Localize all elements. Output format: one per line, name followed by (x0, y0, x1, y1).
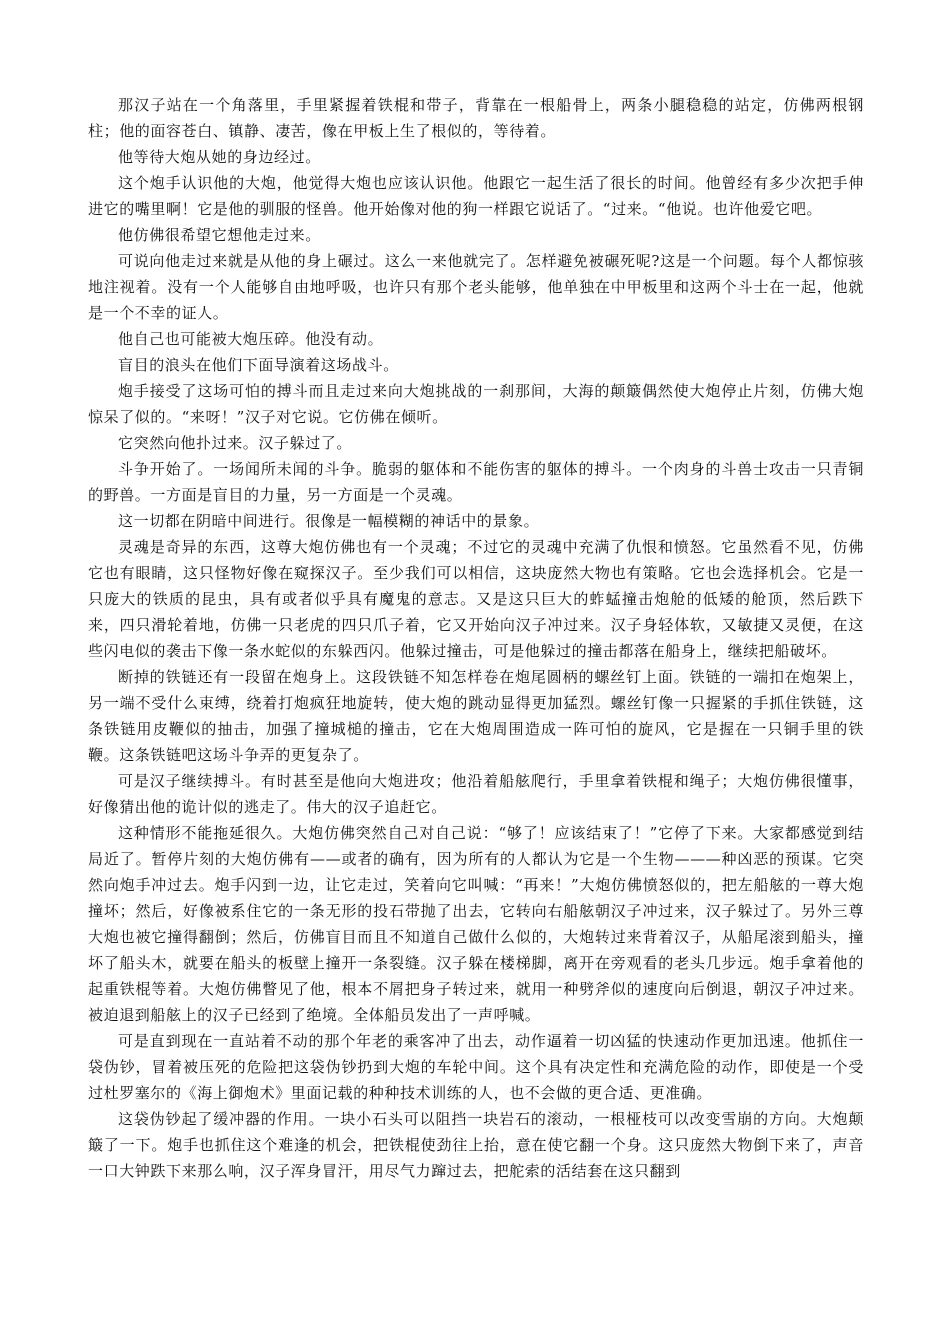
paragraph: 断掉的铁链还有一段留在炮身上。这段铁链不知怎样卷在炮尾圆柄的螺丝钉上面。铁链的一端扣在炮架上，另一端不受什么束缚，绕着打炮疯狂地旋转，使大炮的跳动显得更加猛烈。螺丝钉像一只握紧的手抓住铁链，这条铁链用皮鞭似的抽击，加强了撞城槌的撞击，它在大炮周围造成一阵可怕的旋风，它是握在一只铜手里的铁鞭。这条铁链吧这场斗争弄的更复杂了。 (88, 668, 864, 764)
paragraph: 盲目的浪头在他们下面导演着这场战斗。 (118, 356, 399, 374)
paragraph: 炮手接受了这场可怕的搏斗而且走过来向大炮挑战的一刹那间，大海的颠簸偶然使大炮停止片刻，仿佛大炮惊呆了似的。“来呀！”汉子对它说。它仿佛在倾听。 (88, 382, 864, 426)
paragraph: 这个炮手认识他的大炮，他觉得大炮也应该认识他。他跟它一起生活了很长的时间。他曾经有多少次把手伸进它的嘴里啊！它是他的驯服的怪兽。他开始像对他的狗一样跟它说话了。“过来。“他说。也许他爱它吧。 (88, 174, 864, 218)
paragraph: 他仿佛很希望它想他走过来。 (118, 226, 321, 244)
paragraph: 可是直到现在一直站着不动的那个年老的乘客冲了出去，动作逼着一切凶猛的快速动作更加迅速。他抓住一袋伪钞，冒着被压死的危险把这袋伪钞扔到大炮的车轮中间。这个具有决定性和充满危险的动作，即使是一个受过杜罗塞尔的《海上御炮术》里面记载的种种技术训练的人，也不会做的更合适、更准确。 (88, 1032, 864, 1102)
paragraph: 这种情形不能拖延很久。大炮仿佛突然自己对自己说：“够了！应该结束了！”它停了下来。大家都感觉到结局近了。暂停片刻的大炮仿佛有——或者的确有，因为所有的人都认为它是一个生物———种凶恶的预谋。它突然向炮手冲过去。炮手闪到一边，让它走过，笑着向它叫喊：“再来！”大炮仿佛愤怒似的，把左船舷的一尊大炮撞坏；然后，好像被系住它的一条无形的投石带抛了出去，它转向右船舷朝汉子冲过来，汉子躲过了。另外三尊大炮也被它撞得翻倒；然后，仿佛盲目而且不知道自己做什么似的，大炮转过来背着汉子，从船尾滚到船头，撞坏了船头木，就要在船头的板壁上撞开一条裂缝。汉子躲在楼梯脚，离开在旁观看的老头几步远。炮手拿着他的起重铁棍等着。大炮仿佛瞥见了他，根本不屑把身子转过来，就用一种劈斧似的速度向后倒退，朝汉子冲过来。被迫退到船舷上的汉子已经到了绝境。全体船员发出了一声呼喊。 (88, 824, 864, 1024)
paragraph: 它突然向他扑过来。汉子躲过了。 (118, 434, 353, 452)
paragraph: 这一切都在阴暗中间进行。很像是一幅模糊的神话中的景象。 (118, 512, 540, 530)
document-body (88, 92, 864, 1184)
paragraph: 那汉子站在一个角落里，手里紧握着铁棍和带子，背靠在一根船骨上，两条小腿稳稳的站定，仿佛两根钢柱；他的面容苍白、镇静、凄苦，像在甲板上生了根似的，等待着。 (88, 96, 864, 140)
paragraph: 这袋伪钞起了缓冲器的作用。一块小石头可以阻挡一块岩石的滚动，一根桠枝可以改变雪崩的方向。大炮颠簸了一下。炮手也抓住这个难逢的机会，把铁棍使劲往上抬，意在使它翻一个身。这只庞然大物倒下来了，声音一口大钟跌下来那么响，汉子浑身冒汗，用尽气力蹿过去，把舵索的活结套在这只翻到 (88, 1110, 864, 1180)
paragraph: 可是汉子继续搏斗。有时甚至是他向大炮进攻；他沿着船舷爬行，手里拿着铁棍和绳子；大炮仿佛很懂事，好像猜出他的诡计似的逃走了。伟大的汉子追赶它。 (88, 772, 864, 816)
paragraph: 可说向他走过来就是从他的身上碾过。这么一来他就完了。怎样避免被碾死呢?这是一个问题。每个人都惊骇地注视着。没有一个人能够自由地呼吸，也许只有那个老头能够，他单独在中甲板里和这两个斗士在一起，他就是一个不幸的证人。 (88, 252, 864, 322)
paragraph: 他自己也可能被大炮压碎。他没有动。 (118, 330, 384, 348)
paragraph: 灵魂是奇异的东西，这尊大炮仿佛也有一个灵魂；不过它的灵魂中充满了仇恨和愤怒。它虽然看不见，仿佛它也有眼睛，这只怪物好像在窥探汉子。至少我们可以相信，这块庞然大物也有策略。它也会选择机会。它是一只庞大的铁质的昆虫，具有或者似乎具有魔鬼的意志。又是这只巨大的蚱蜢撞击炮舱的低矮的舱顶，然后跌下来，四只滑轮着地，仿佛一只老虎的四只爪子着，它又开始向汉子冲过来。汉子身轻体软，又敏捷又灵便，在这些闪电似的袭击下像一条水蛇似的东躲西闪。他躲过撞击，可是他躲过的撞击都落在船身上，继续把船破坏。 (88, 538, 864, 660)
paragraph: 他等待大炮从她的身边经过。 (118, 148, 321, 166)
paragraph: 斗争开始了。一场闻所未闻的斗争。脆弱的躯体和不能伤害的躯体的搏斗。一个肉身的斗兽士攻击一只青铜的野兽。一方面是盲目的力量，另一方面是一个灵魂。 (88, 460, 864, 504)
